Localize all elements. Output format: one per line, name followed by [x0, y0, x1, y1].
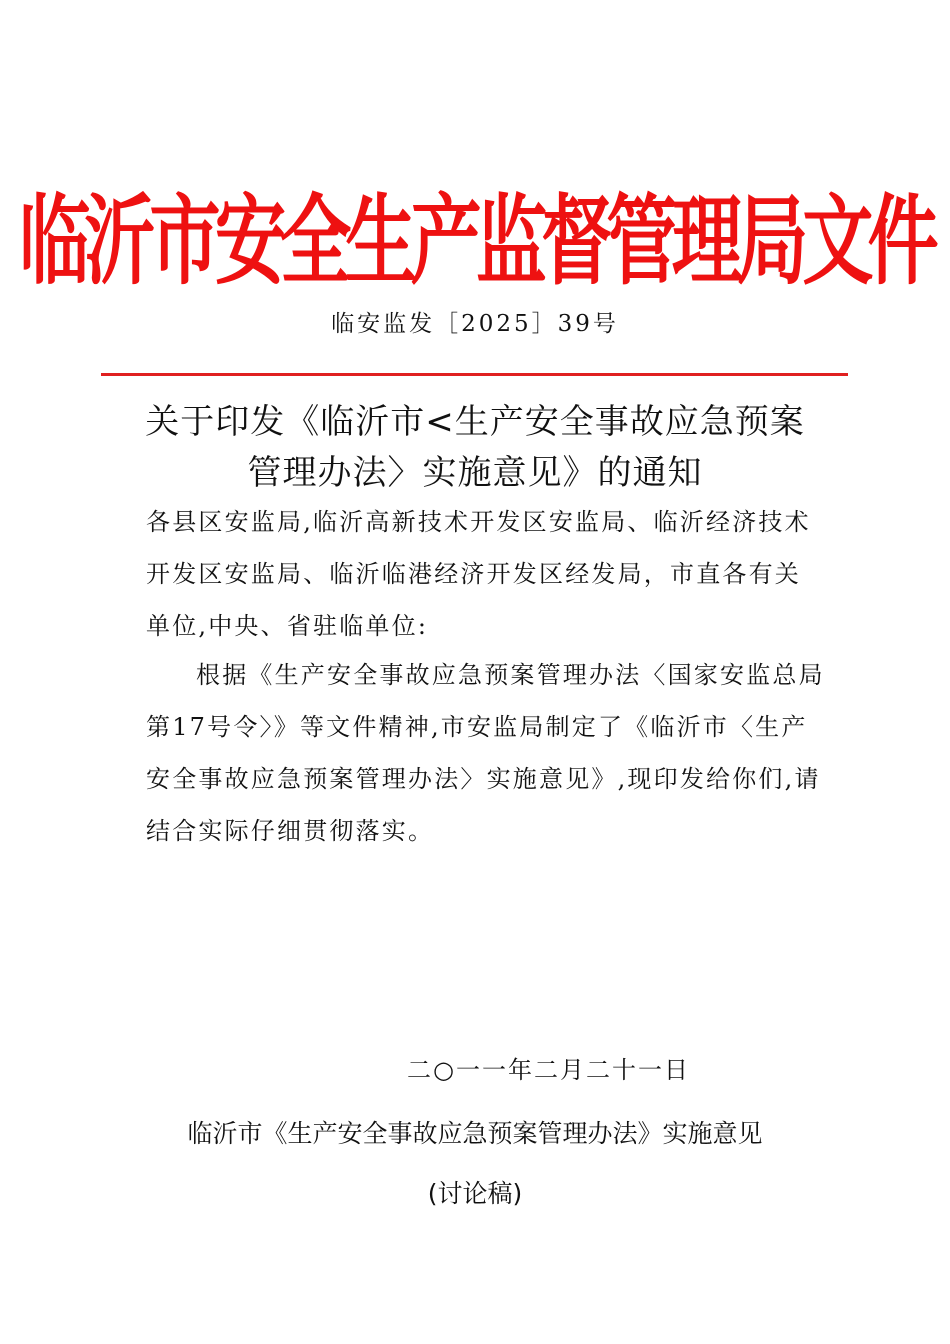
attachment-title: 临沂市《生产安全事故应急预案管理办法》实施意见 [187, 1119, 763, 1148]
red-divider-line [101, 373, 848, 376]
draft-status: (讨论稿) [427, 1179, 523, 1208]
document-number: 临安监发［2025］39号 [331, 311, 619, 337]
notice-title-line-1: 关于印发《临沂市<生产安全事故应急预案 [145, 402, 805, 442]
body-paragraph: 根据《生产安全事故应急预案管理办法〈国家安监总局第17号令〉》等文件精神,市安监局制定了《临沂市〈生产安全事故应急预案管理办法〉实施意见》,现印发给你们,请结合实际仔细贯彻落实。 [146, 661, 825, 845]
addressee-paragraph: 各县区安监局,临沂高新技术开发区安监局、临沂经济技术开发区安监局、临沂临港经济开发区经发局，市直各有关单位,中央、省驻临单位: [146, 508, 811, 640]
masthead-title: 临沂市安全生产监督管理局文件 [19, 185, 933, 299]
issue-date: 二○一一年二月二十一日 [407, 1056, 690, 1084]
notice-title-line-2: 管理办法〉实施意见》的通知 [247, 453, 703, 493]
